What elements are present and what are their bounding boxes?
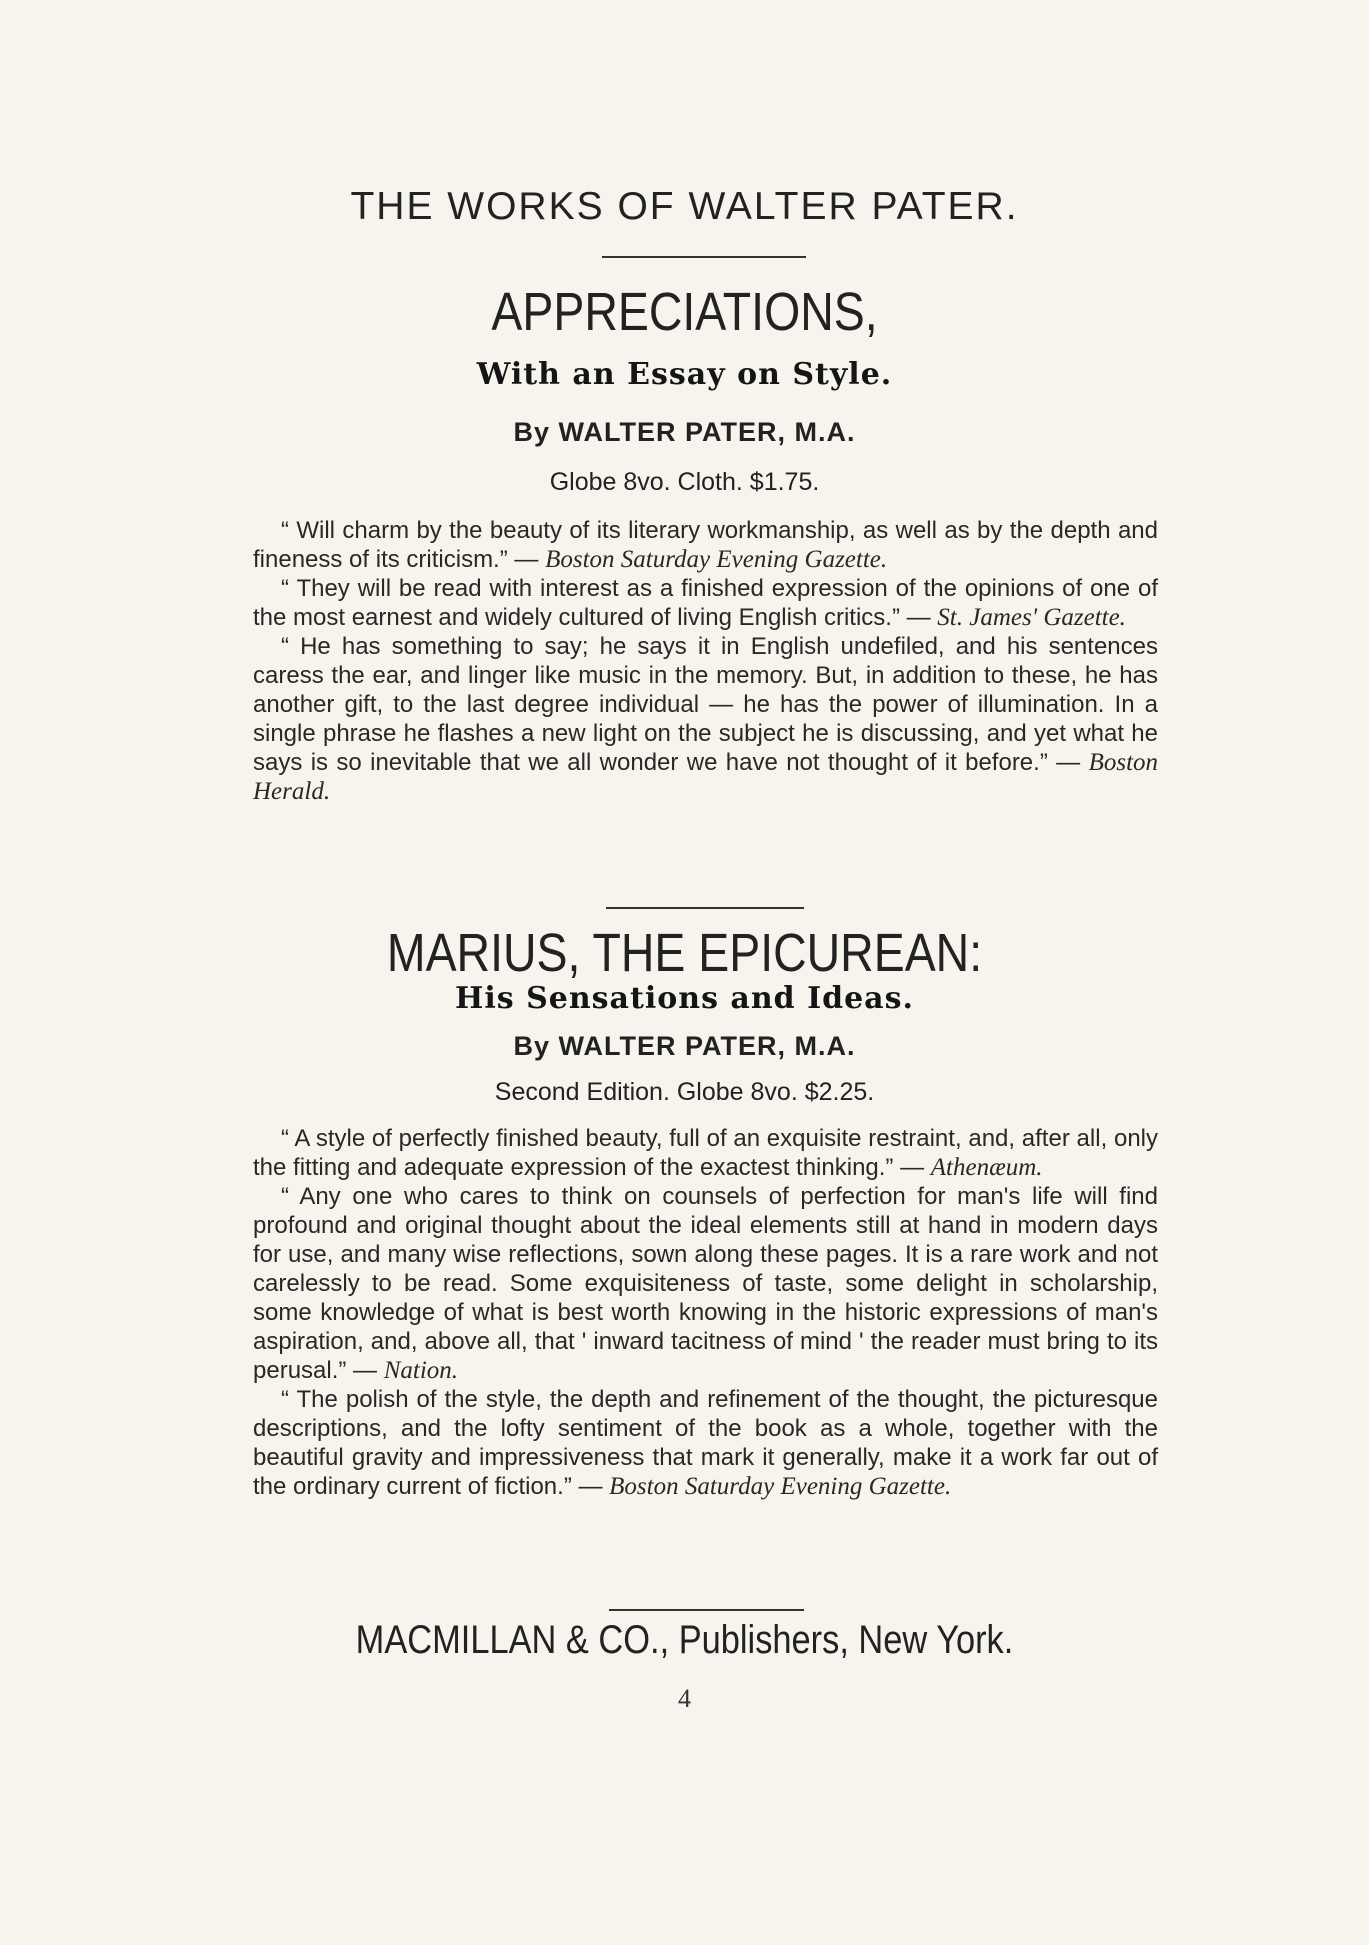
page-number: 4 xyxy=(678,1684,691,1713)
book-subtitle: With an Essay on Style. xyxy=(476,357,893,392)
book-subtitle: His Sensations and Ideas. xyxy=(455,981,914,1016)
review-quote xyxy=(253,632,1158,806)
series-title: THE WORKS OF WALTER PATER. xyxy=(350,185,1019,228)
quote-source: Athenæum. xyxy=(930,1154,1043,1181)
quote-source: Nation. xyxy=(383,1357,459,1384)
review-quote xyxy=(253,574,1158,632)
book-title: MARIUS, THE EPICUREAN: xyxy=(386,923,983,983)
review-quote xyxy=(253,1182,1158,1385)
review-quote xyxy=(253,1385,1158,1501)
quote-text: “ He has something to say; he says it in English undefiled, and his sentences caress the ear, and linger like music in the memory. But, in addition to these, he has another gift, to the last degree individual — he has the power of illumination. In a single phrase he flashes a new light on the subject he is discussing, and yet what he says is so inevitable that we all wonder we have not thought of it before.” — xyxy=(253,633,1158,776)
quote-text: “ Any one who cares to think on counsels of perfection for man's life will find profound and original thought about the ideal elements still at hand in modern days for use, and many wise reflections, sown along these pages. It is a rare work and not carelessly to be read. Some exquisiteness of taste, some delight in scholarship, some knowledge of what is best worth knowing in the historic expressions of man's aspiration, and, above all, that ' inward tacitness of mind ' the reader must bring to its perusal.” — xyxy=(253,1183,1158,1384)
book-author: By WALTER PATER, M.A. xyxy=(513,417,856,447)
review-quote xyxy=(253,1124,1158,1182)
review-quote xyxy=(253,516,1158,574)
quote-text: “ A style of perfectly finished beauty, full of an exquisite restraint, and, after all, only the fitting and adequate expression of the exactest thinking.” — xyxy=(253,1125,1158,1181)
publisher-imprint: MACMILLAN & CO., Publishers, New York. xyxy=(355,1618,1014,1662)
book-edition-price: Second Edition. Globe 8vo. $2.25. xyxy=(494,1078,875,1106)
quote-source: Boston Herald. xyxy=(253,749,1159,805)
book-author: By WALTER PATER, M.A. xyxy=(513,1031,856,1061)
review-quotes xyxy=(253,1124,1158,1501)
quote-source: Boston Saturday Evening Gazette. xyxy=(545,546,888,573)
quote-text: “ Will charm by the beauty of its literary workmanship, as well as by the depth and fineness of its criticism.” — xyxy=(253,517,1158,573)
book-title: APPRECIATIONS, xyxy=(491,282,878,342)
divider-rule xyxy=(609,1609,804,1611)
quote-text: “ The polish of the style, the depth and refinement of the thought, the picturesque descriptions, and the lofty sentiment of the book as a whole, together with the beautiful gravity and impressiveness that mark it generally, make it a work far out of the ordinary current of fiction.” — xyxy=(253,1386,1158,1500)
book-edition-price: Globe 8vo. Cloth. $1.75. xyxy=(549,468,820,496)
quote-source: Boston Saturday Evening Gazette. xyxy=(609,1473,952,1500)
review-quotes xyxy=(253,516,1158,806)
quote-source: St. James' Gazette. xyxy=(937,604,1126,631)
divider-rule xyxy=(606,907,804,909)
divider-rule xyxy=(602,256,806,258)
quote-text: “ They will be read with interest as a finished expression of the opinions of one of the most earnest and widely cultured of living English critics.” — xyxy=(253,575,1158,631)
